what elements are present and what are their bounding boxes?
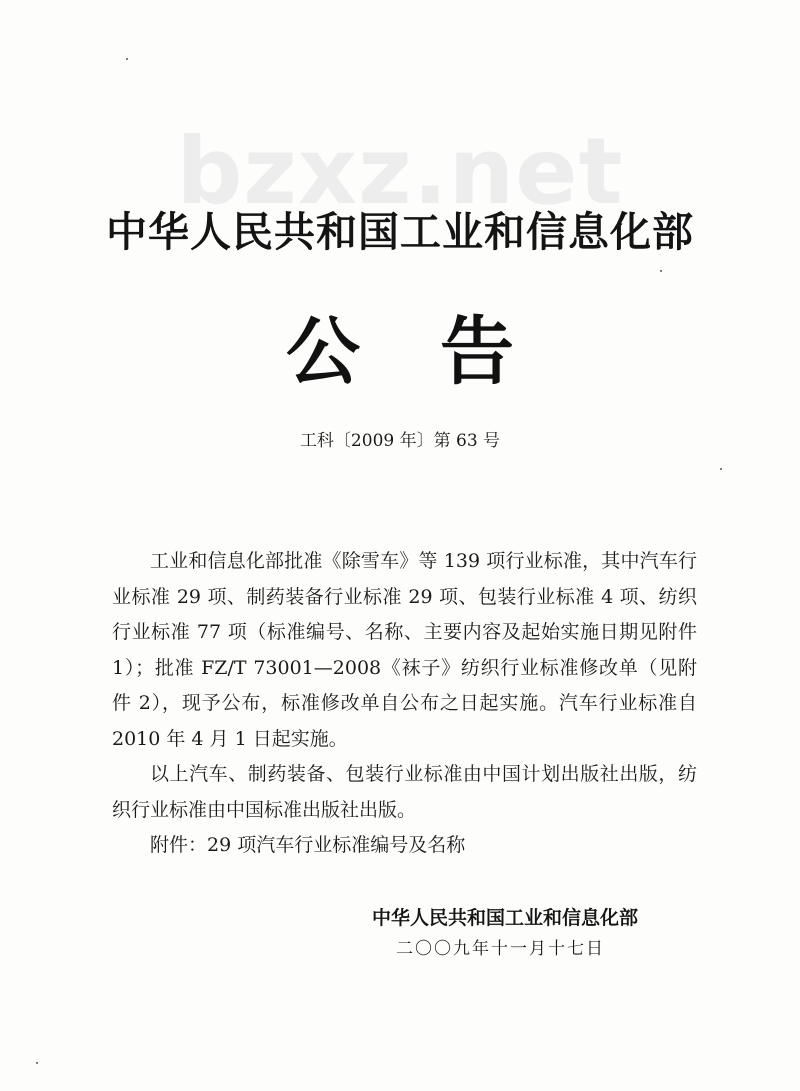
scan-speck <box>720 468 722 470</box>
notice-heading: 公告 <box>286 309 594 395</box>
signature-date: 二〇〇九年十一月十七日 <box>396 938 605 959</box>
scan-speck <box>36 1062 38 1064</box>
scan-speck <box>126 58 128 60</box>
signature-organization: 中华人民共和国工业和信息化部 <box>372 907 639 929</box>
body-paragraph-attachment: 附件：29 项汽车行业标准编号及名称 <box>150 834 466 856</box>
scan-speck <box>660 270 662 272</box>
document-number: 工科〔2009 年〕第 63 号 <box>299 431 501 451</box>
body-paragraph-main: 工业和信息化部批准《除雪车》等 139 项行业标准，其中汽车行业标准 29 项、制药装备行业标准 29 项、包装行业标准 4 项、纺织行业标准 77 项（标准编号、名称、主要内容及起始实施日期见附件 1）；批准 FZ/T 73001—2008《袜子》纺织行业标准修改单（见附件 2），现予公布，标准修改单自公布之日起实施。汽车行业标准自 2010 年 4 月 1 日起实施。 <box>112 550 697 750</box>
body-paragraph-publishers: 以上汽车、制药装备、包装行业标准由中国计划出版社出版，纺织行业标准由中国标准出版社出版。 <box>112 763 697 821</box>
watermark: bzxz.net <box>176 118 624 225</box>
signature-block <box>372 904 702 962</box>
announcement-body <box>112 544 697 864</box>
ministry-title: 中华人民共和国工业和信息化部 <box>106 208 694 256</box>
